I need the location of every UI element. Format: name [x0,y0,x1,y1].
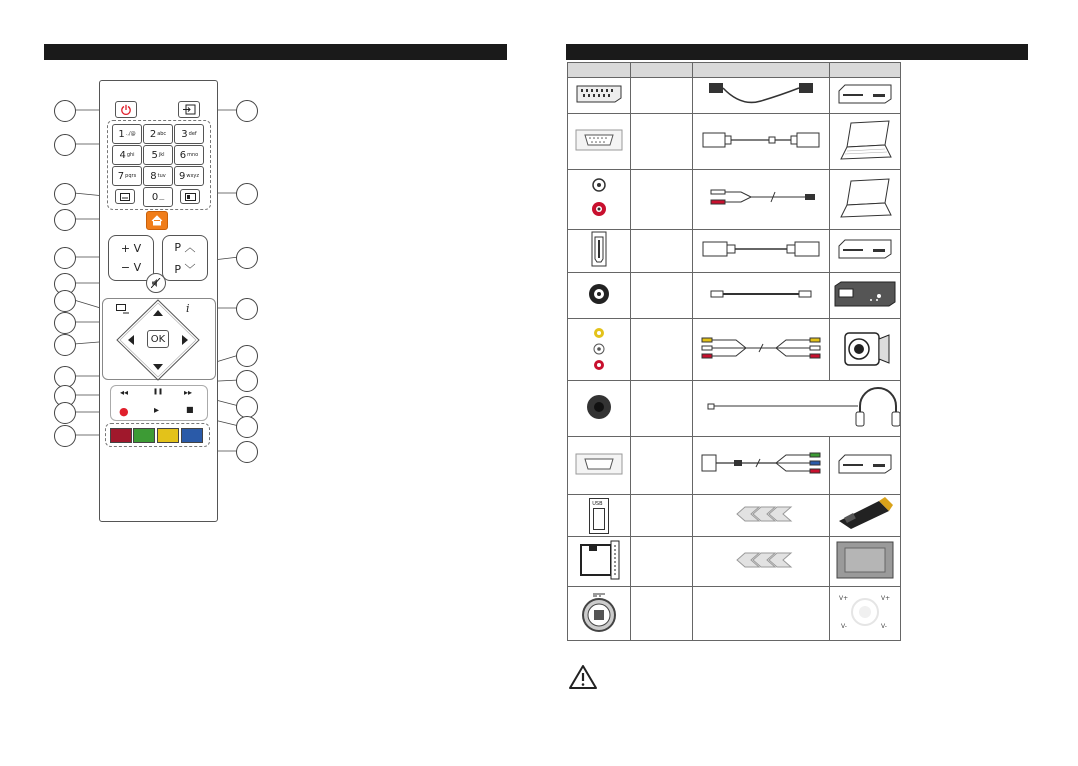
power-button[interactable] [115,101,137,118]
red-key[interactable] [110,428,132,443]
table-row [568,230,901,273]
callout-20 [236,345,258,367]
play-button[interactable]: ▸ [154,405,160,416]
key-2[interactable]: 2 abc [143,124,173,144]
volume-rocker[interactable] [108,235,154,281]
amplifier-icon [833,280,897,308]
callout-22 [236,247,258,269]
table-row [568,170,901,230]
ok-button[interactable]: OK [147,330,169,348]
dvd-player-icon [837,453,893,475]
callout-8 [54,312,76,334]
dc-power-port-icon [577,590,621,634]
key-8[interactable]: 8 tuv [143,166,173,186]
volume-up-label: + V [120,242,142,255]
callout-24 [236,100,258,122]
dvd-player-icon [837,83,893,105]
callout-1 [54,100,76,122]
warning-icon [568,664,598,690]
usb-port-icon: USB [589,498,609,534]
connections-table [567,62,901,641]
green-key[interactable] [133,428,155,443]
table-row [568,495,901,537]
rewind-button[interactable]: ◂◂ [120,388,129,397]
mute-button[interactable] [146,273,166,293]
callout-23 [236,183,258,205]
spdif-port-icon [587,282,611,306]
vga-cable-icon [697,128,825,152]
subtitle-icon [120,193,130,201]
program-down-label: P ﹀ [174,263,196,276]
callout-17 [236,416,258,438]
key-4[interactable]: 4 ghi [112,145,142,165]
table-row [568,319,901,381]
source-button[interactable] [178,101,200,118]
blue-key[interactable] [181,428,203,443]
camcorder-icon [837,323,893,373]
callout-13 [54,425,76,447]
mute-icon [151,278,161,288]
usb-stick-icon [835,497,895,531]
callout-4 [54,209,76,231]
callout-2 [54,134,76,156]
callout-12 [54,402,76,424]
info-button[interactable]: i [186,302,190,315]
subtitle-button[interactable] [115,189,135,204]
vga-port-icon [575,129,623,151]
svg-text:V+: V+ [839,594,849,602]
hdmi-cable-icon [697,237,825,261]
headphone-port-icon [585,393,613,421]
home-button[interactable] [146,211,168,230]
svg-text:V-: V- [841,622,847,630]
coaxial-cable-icon [701,286,821,302]
table-row [568,381,901,437]
scart-port-icon [575,84,623,104]
table-row [568,114,901,170]
composite-cable-icon [696,331,826,365]
callout-5 [54,247,76,269]
svg-text:V+: V+ [881,594,891,602]
callout-9 [54,334,76,356]
key-5[interactable]: 5 jkl [143,145,173,165]
program-rocker[interactable] [162,235,208,281]
key-0[interactable]: 0 __ [143,187,173,207]
composite-port-icon [591,323,607,373]
home-icon [151,215,163,226]
key-6[interactable]: 6 mno [174,145,204,165]
ci-slot-icon [575,539,623,581]
ypbpr-cable-icon [696,447,826,481]
teletext-icon [185,193,196,201]
scart-cable-icon [701,79,821,109]
table-row [568,78,901,114]
table-row [568,587,901,641]
table-row [568,437,901,495]
ypbpr-vga-port-icon [575,453,623,475]
insert-arrows-icon [729,506,793,522]
audio-cable-icon [701,184,821,212]
program-up-label: P ︿ [174,241,196,254]
fast-forward-button[interactable]: ▸▸ [184,388,193,397]
key-1[interactable]: 1 .,/@ [112,124,142,144]
power-polarity-icon [833,590,897,634]
record-button[interactable]: ● [119,405,129,418]
key-7[interactable]: 7 pqrs [112,166,142,186]
yellow-key[interactable] [157,428,179,443]
table-row [568,273,901,319]
power-icon [120,104,132,116]
callout-16 [236,441,258,463]
laptop-icon [837,177,893,219]
hdmi-port-icon [591,231,607,267]
dvd-player-icon [837,238,893,260]
key-9[interactable]: 9 wxyz [174,166,204,186]
callout-19 [236,370,258,392]
table-row [568,537,901,587]
headphone-cable-icon [700,384,900,430]
stop-button[interactable]: ■ [186,405,194,414]
volume-down-label: − V [120,261,142,274]
source-icon [183,104,196,115]
laptop-icon [837,119,893,161]
insert-arrows-icon [729,552,793,568]
callout-7 [54,290,76,312]
callout-21 [236,298,258,320]
teletext-button[interactable] [180,189,200,204]
pause-button[interactable]: ❚❚ [153,388,164,395]
table-header-row [568,63,901,78]
audio-in-port-icon [589,175,609,221]
svg-text:V-: V- [881,622,887,630]
callout-3 [54,183,76,205]
callout-18 [236,396,258,418]
ci-module-icon [835,540,895,580]
key-3[interactable]: 3 def [174,124,204,144]
